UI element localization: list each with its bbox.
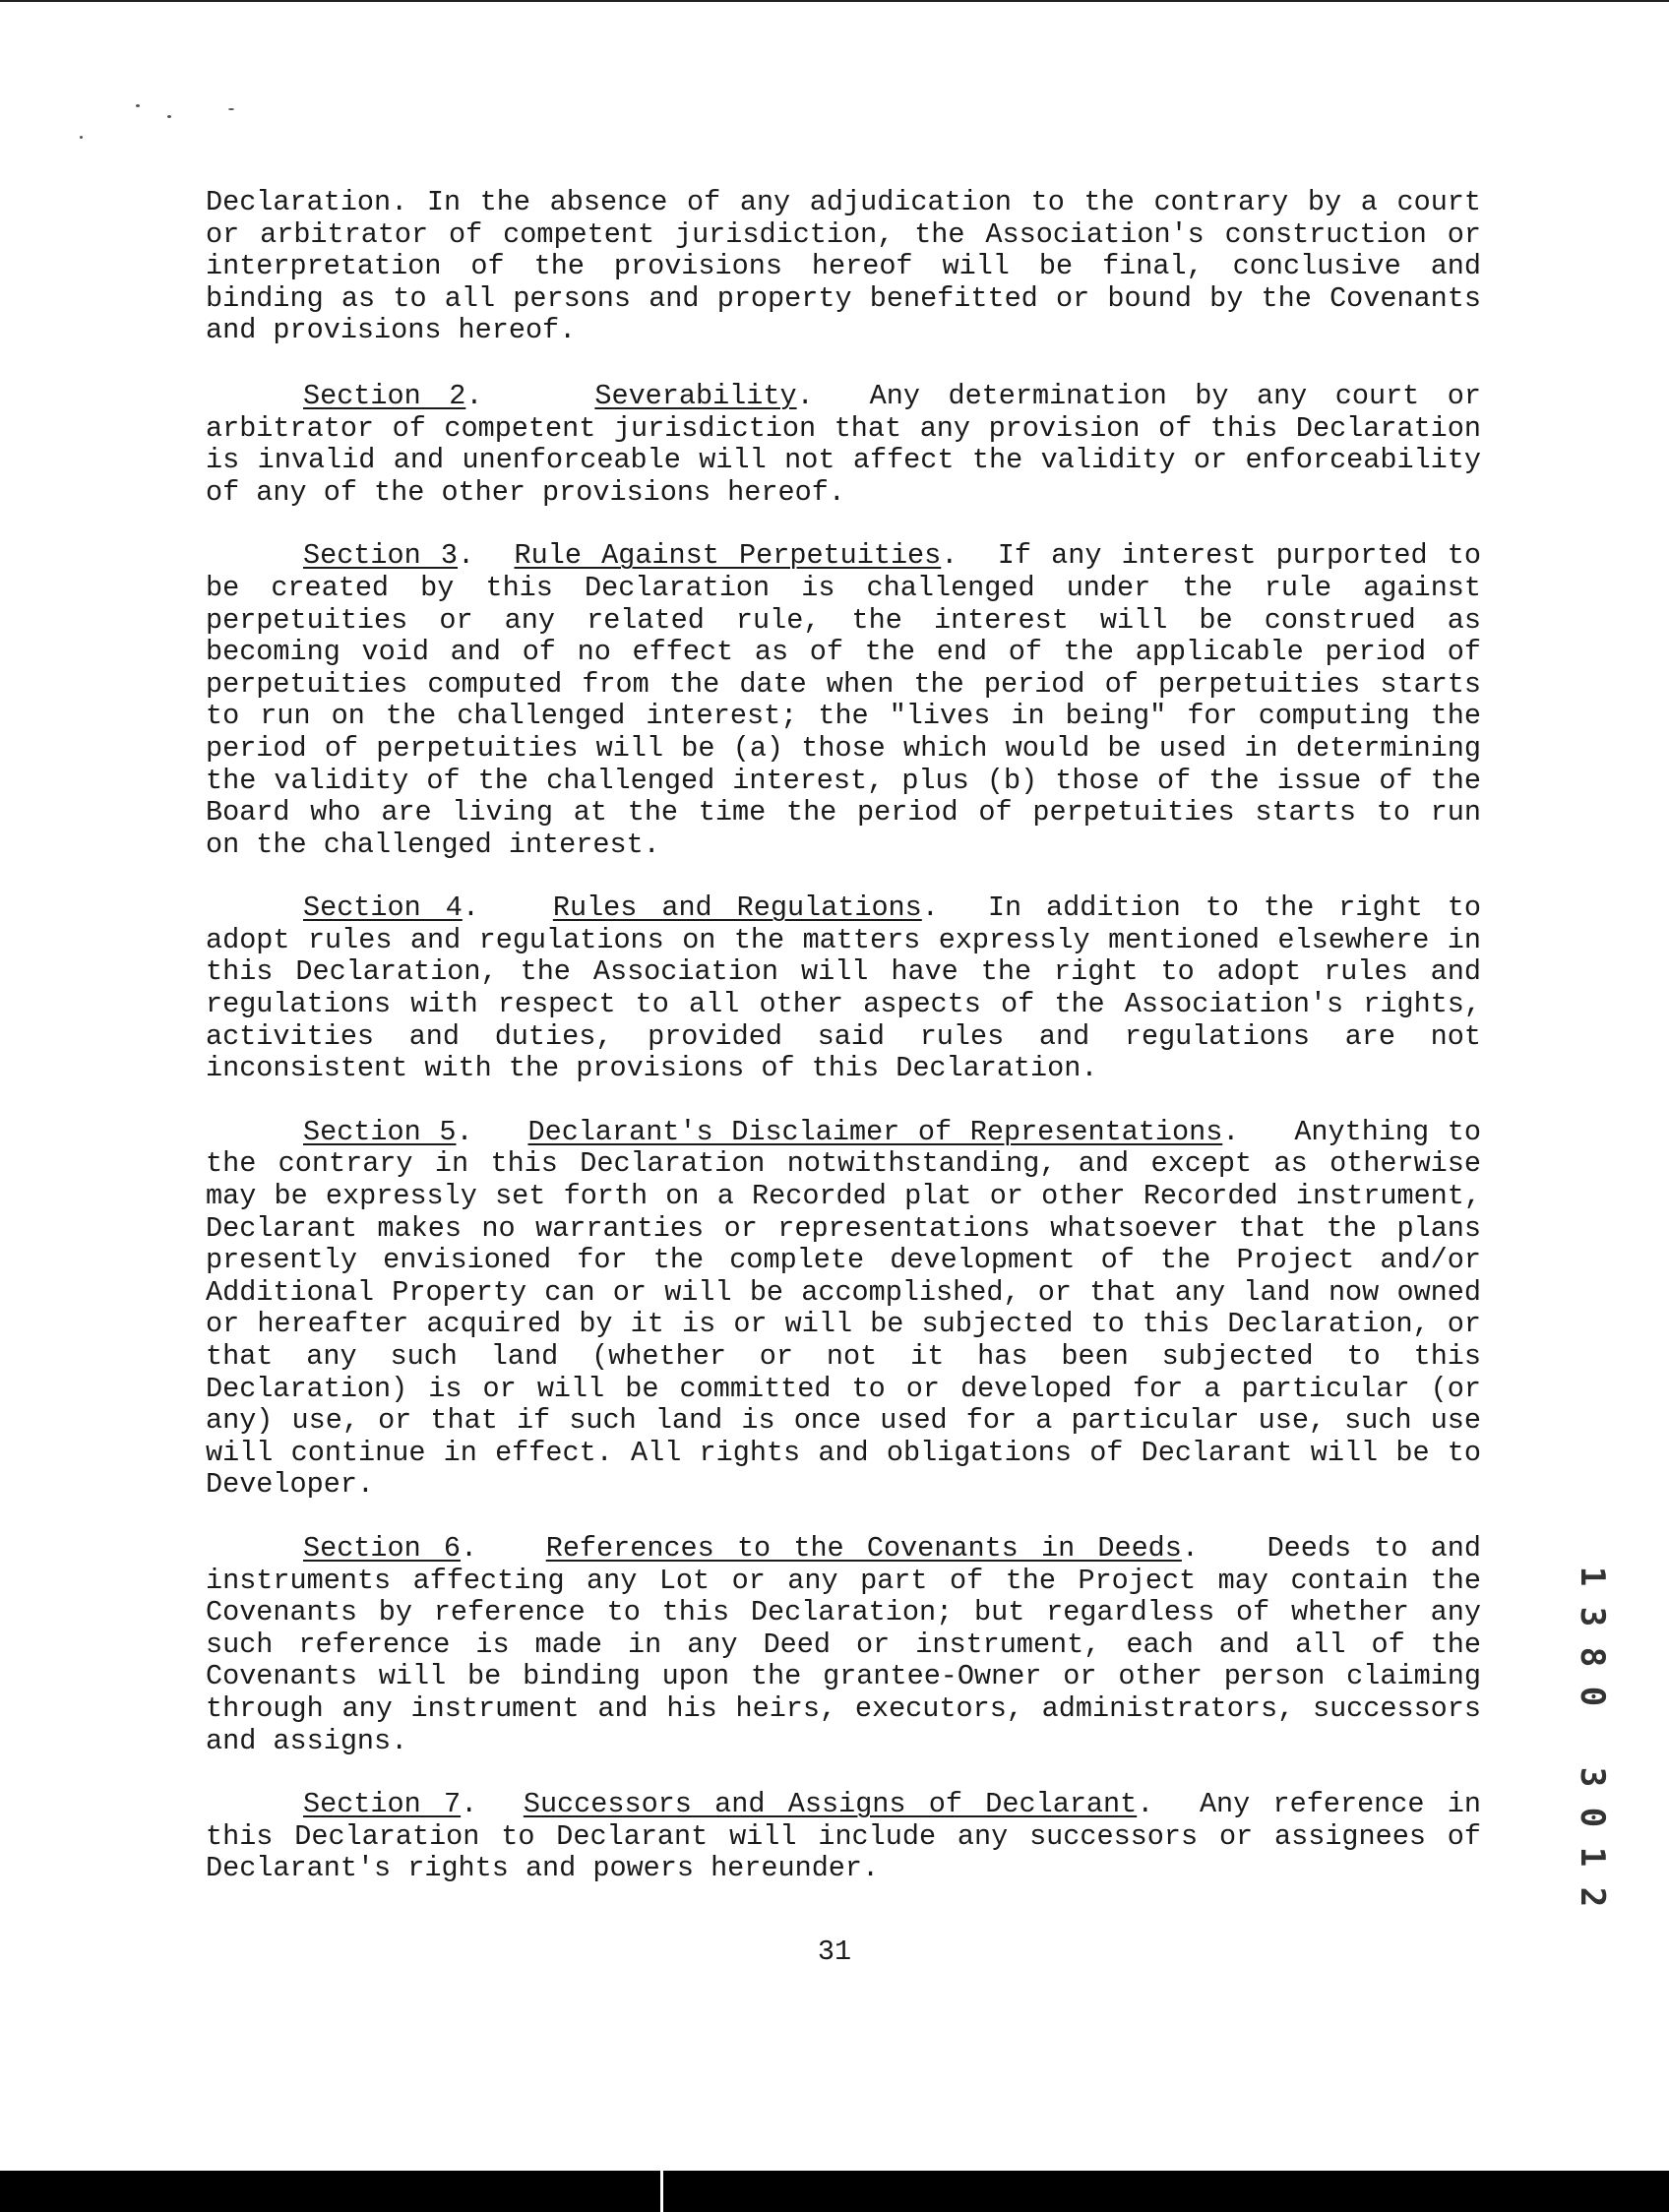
scan-speck: [136, 104, 140, 107]
recording-stamp: [1573, 1560, 1612, 1914]
section-body: If any interest purported to be created by this Declaration is challenged under the rule against perpetuities or any related rule, the interest will be construed as becoming void and of no effect as of the end of the applicable period of perpetuities computed from the date when the period of perpetuities starts to run on the challenged interest; the "lives in being" for computing the period of perpetuities will be (a) those which would be used in determining the validity of the challenged interest, plus (b) those of the issue of the Board who are living at the time the period of perpetuities starts to run on the challenged interest.: [206, 539, 1481, 861]
stamp-character: 2: [1572, 1886, 1612, 1908]
stamp-character: 0: [1572, 1687, 1612, 1707]
scan-speck: [167, 115, 171, 118]
section-body: Deeds to and instruments affecting any Lot or any part of the Project may contain the Covenants by reference to this Declaration; but regardless of whether any such reference is made in any Deed or instrument, each and all of the Covenants will be binding upon the grantee-Owner or other person claiming through any instrument and his heirs, executors, administrators, successors and assigns.: [206, 1531, 1481, 1757]
stamp-character: [1576, 1727, 1609, 1747]
section-body: In addition to the right to adopt rules and regulations on the matters expressly mentioned elsewhere in this Declaration, the Association will have the right to adopt rules and regulations with respect to all other aspects of the Association's rights, activities and duties, provided said rules and regulations are not inconsistent with the provisions of this Declaration.: [206, 891, 1481, 1085]
section-4: Section 4. Rules and Regulations. In addition to the right to adopt rules and regulations on the matters expressly mentioned elsewhere in this Declaration, the Association will have the right to adopt rules and regulations with respect to all other aspects of the Association's rights, activities and duties, provided said rules and regulations are not inconsistent with the provisions of this Declaration.: [206, 891, 1481, 1085]
section-number: Section 6: [303, 1531, 462, 1565]
section-6: Section 6. References to the Covenants in Deeds. Deeds to and instruments affecting any Lot or any part of the Project may contain the Covenants by reference to this Declaration; but regardless of whether any such reference is made in any Deed or instrument, each and all of the Covenants will be binding upon the grantee-Owner or other person claiming through any instrument and his heirs, executors, administrators, successors and assigns.: [206, 1531, 1481, 1757]
stamp-character: 0: [1572, 1807, 1612, 1827]
section-number: Section 3: [303, 539, 459, 573]
stamp-character: 1: [1572, 1847, 1612, 1868]
scan-speck: [80, 136, 83, 139]
section-title: Declarant's Disclaimer of Representations: [527, 1115, 1223, 1148]
section-body: Any determination by any court or arbitrator of competent jurisdiction that any provision of this Declaration is invalid and unenforceable will not affect the validity or enforceability of any of the other provisions hereof.: [206, 379, 1481, 509]
section-3: Section 3. Rule Against Perpetuities. If any interest purported to be created by this Declaration is challenged under the rule against perpetuities or any related rule, the interest will be construed as becoming void and of no effect as of the end of the applicable period of perpetuities computed from the date when the period of perpetuities starts to run on the challenged interest; the "lives in being" for computing the period of perpetuities will be (a) those which would be used in determining the validity of the challenged interest, plus (b) those of the issue of the Board who are living at the time the period of perpetuities starts to run on the challenged interest.: [206, 539, 1481, 861]
section-number: Section 2: [303, 379, 466, 412]
scan-top-edge: [0, 0, 1669, 2]
section-body: Any reference in this Declaration to Declarant will include any successors or assignees of Declarant's rights and powers hereunder.: [206, 1788, 1481, 1885]
section-title: References to the Covenants in Deeds: [545, 1531, 1182, 1565]
document-body: [206, 187, 1481, 1917]
section-7: Section 7. Successors and Assigns of Declarant. Any reference in this Declaration to Declarant will include any successors or assignees of Declarant's rights and powers hereunder.: [206, 1788, 1481, 1885]
page-number: 31: [817, 1936, 852, 1968]
section-title: Rules and Regulations: [552, 891, 922, 925]
scan-bottom-border: [0, 2171, 1669, 2212]
section-5: Section 5. Declarant's Disclaimer of Representations. Anything to the contrary in this Declaration notwithstanding, and except as otherwise may be expressly set forth on a Recorded plat or other Recorded instrument, Declarant makes no warranties or representations whatsoever that the plans presently envisioned for the complete development of the Project and/or Additional Property can or will be accomplished, or that any land now owned or hereafter acquired by it is or will be subjected to this Declaration, or that any such land (whether or not it has been subjected to this Declaration) is or will be committed to or developed for a particular (or any) use, or that if such land is once used for a particular use, such use will continue in effect. All rights and obligations of Declarant will be to Developer.: [206, 1115, 1481, 1502]
section-title: Rule Against Perpetuities: [514, 539, 942, 573]
section-body: Anything to the contrary in this Declaration notwithstanding, and except as otherwise may be expressly set forth on a Recorded plat or other Recorded instrument, Declarant makes no warranties or representations whatsoever that the plans presently envisioned for the complete development of the Project and/or Additional Property can or will be accomplished, or that any land now owned or hereafter acquired by it is or will be subjected to this Declaration, or that any such land (whether or not it has been subjected to this Declaration) is or will be committed to or developed for a particular (or any) use, or that if such land is once used for a particular use, such use will continue in effect. All rights and obligations of Declarant will be to Developer.: [206, 1115, 1481, 1502]
stamp-character: 8: [1572, 1646, 1612, 1667]
section-number: Section 4: [303, 891, 463, 925]
scan-speck: [228, 108, 234, 110]
section-title: Successors and Assigns of Declarant: [523, 1788, 1138, 1821]
section-2: Section 2. Severability. Any determination by any court or arbitrator of competent jurisdiction that any provision of this Declaration is invalid and unenforceable will not affect the validity or enforceability of any of the other provisions hereof.: [206, 379, 1481, 509]
stamp-character: 1: [1572, 1566, 1612, 1587]
section-number: Section 5: [303, 1115, 457, 1148]
stamp-character: 3: [1572, 1766, 1612, 1787]
section-number: Section 7: [303, 1788, 462, 1821]
stamp-character: 3: [1572, 1606, 1612, 1627]
intro-paragraph: Declaration. In the absence of any adjudication to the contrary by a court or arbitrator of competent jurisdiction, the Association's construction or interpretation of the provisions hereof will be final, conclusive and binding as to all persons and property benefitted or bound by the Covenants and provisions hereof.: [206, 186, 1481, 347]
scan-bottom-gap: [660, 2171, 663, 2212]
section-title: Severability: [594, 379, 797, 412]
